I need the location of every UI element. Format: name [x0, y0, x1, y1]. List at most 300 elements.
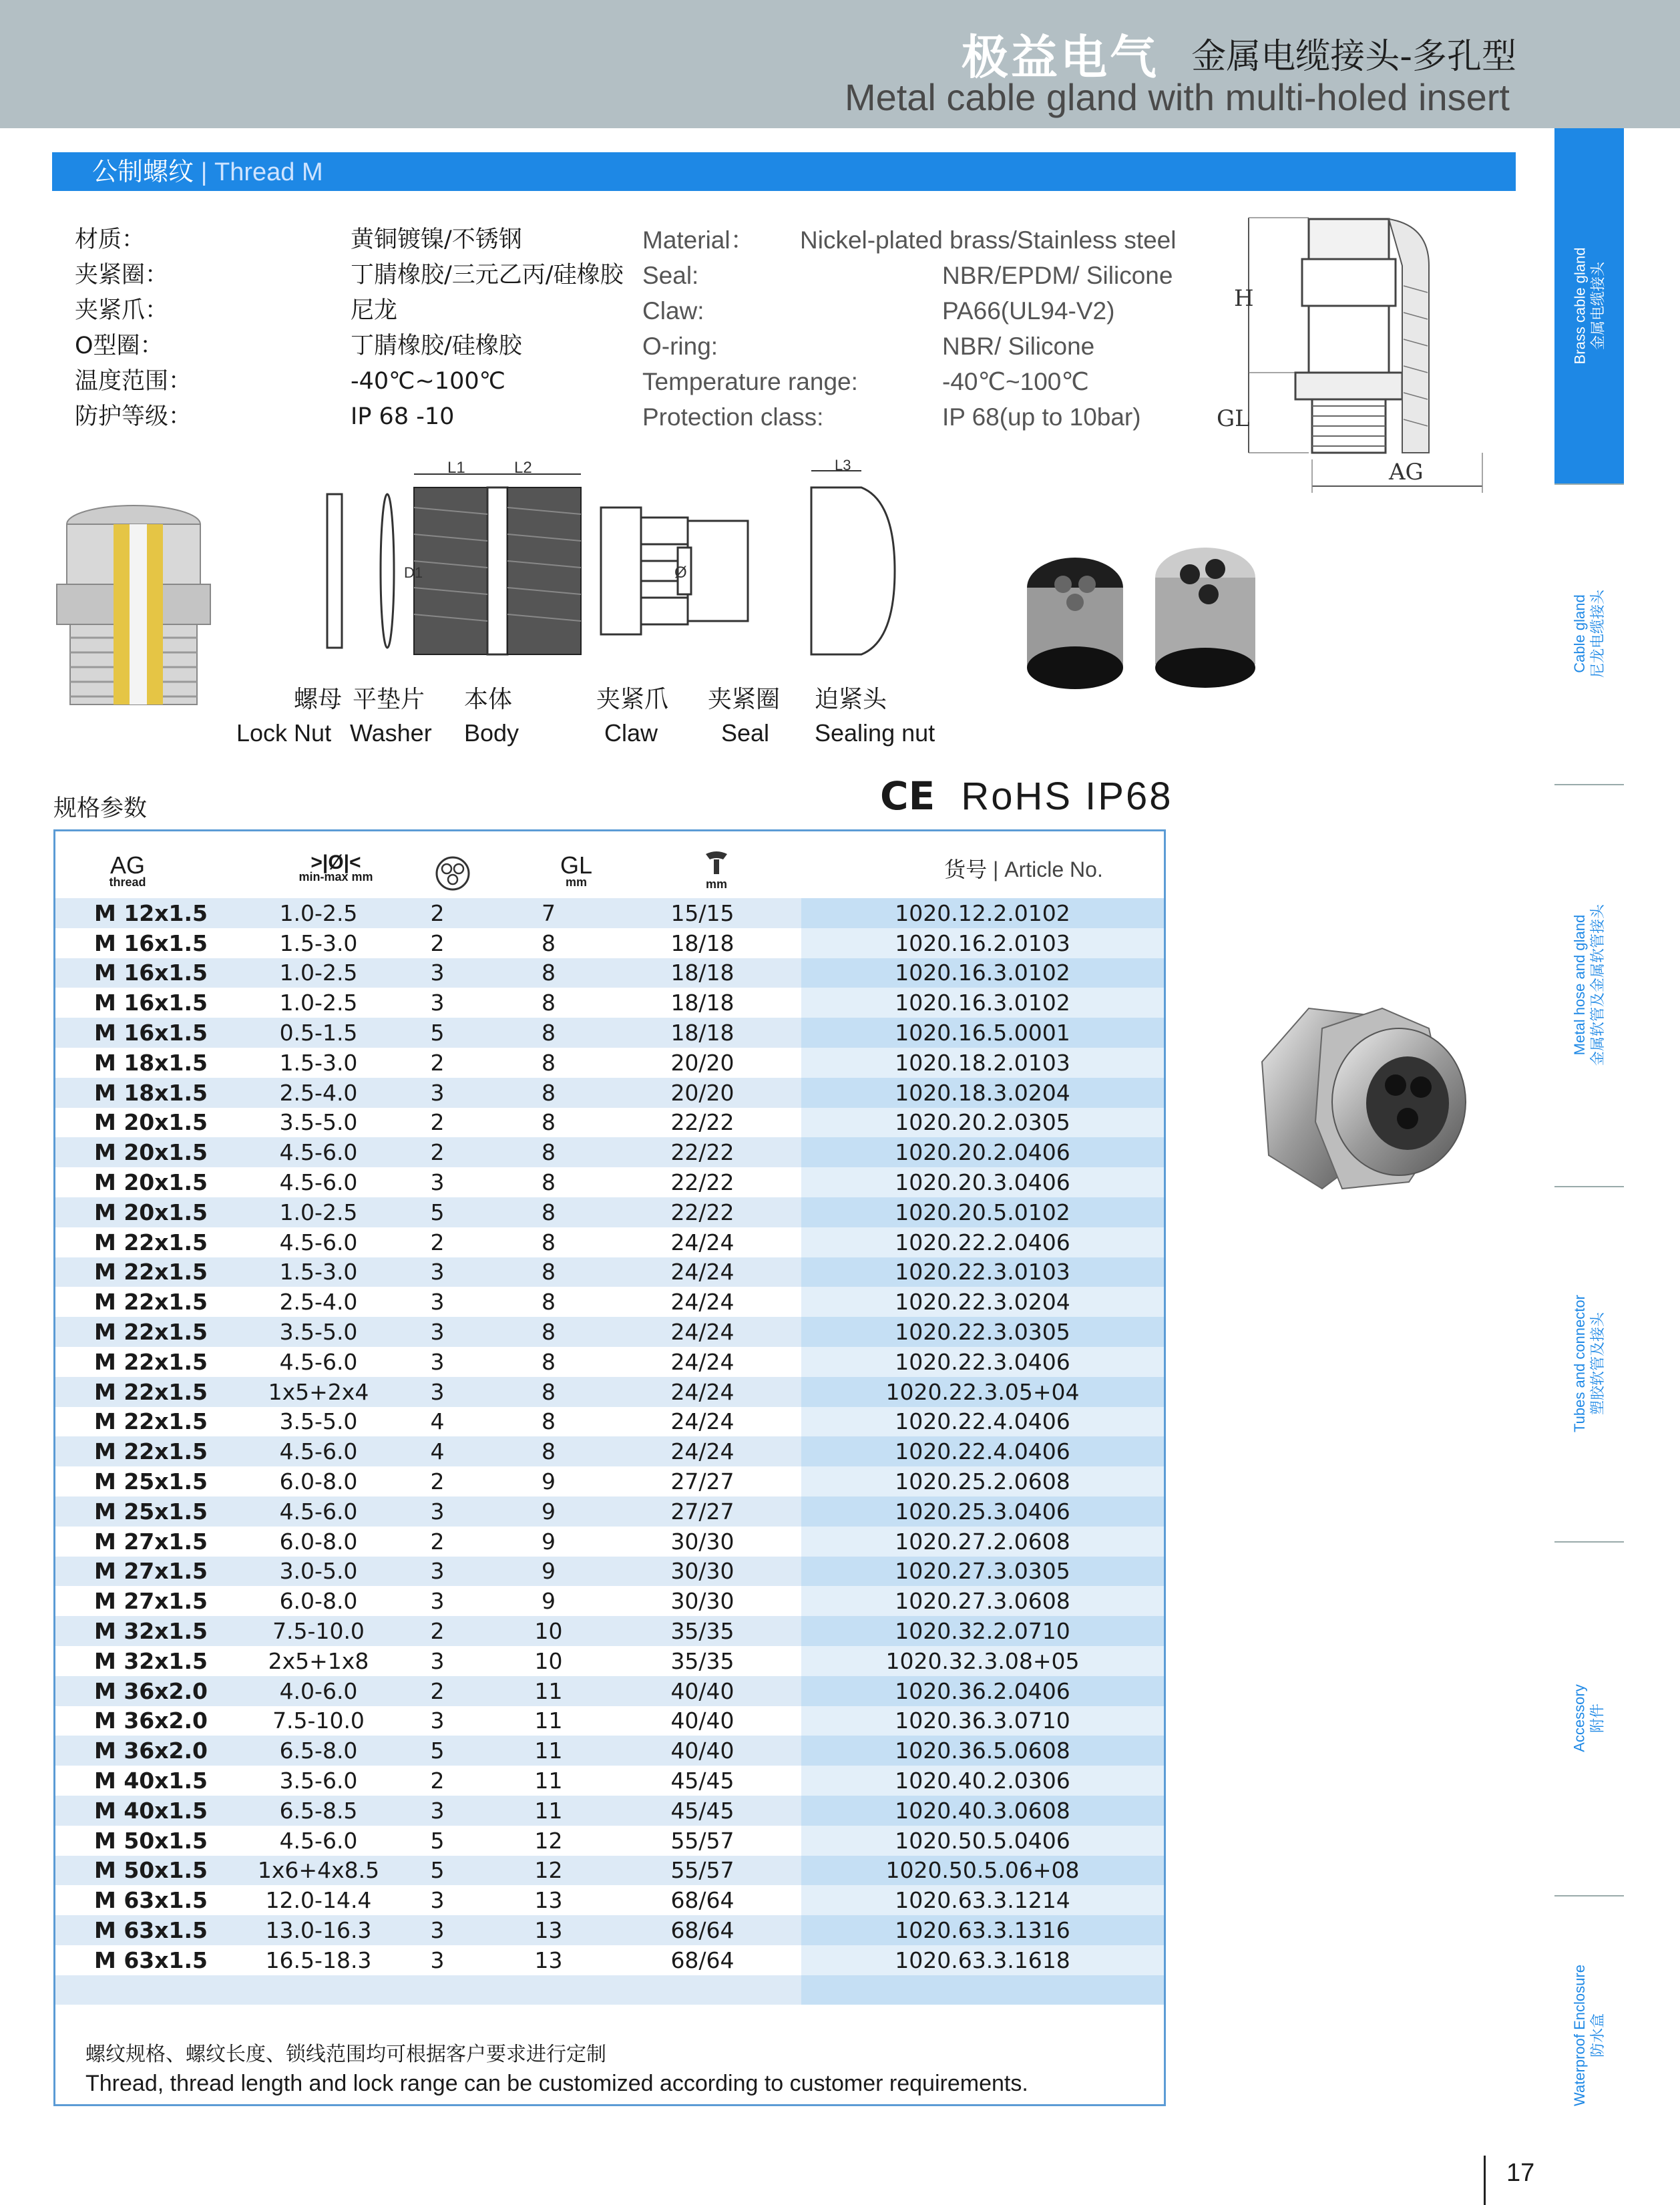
side-tab-cn: 金属软管及金属软管接头 — [1590, 904, 1607, 1066]
cell-thread: M 36x2.0 — [55, 1676, 256, 1706]
part-label-cn: 夹紧圈 — [708, 686, 781, 713]
cell-gl: 8 — [493, 1048, 604, 1078]
table-row — [55, 1227, 1164, 1257]
cell-gl: 12 — [493, 1856, 604, 1886]
cell-spanner: 24/24 — [604, 1227, 801, 1257]
cell-article: 1020.32.2.0710 — [801, 1616, 1164, 1646]
cell-gl: 8 — [493, 1407, 604, 1437]
cell-range: 3.5-5.0 — [256, 1407, 381, 1437]
spec-value: Nickel-plated brass/Stainless steel — [800, 226, 1177, 254]
cell-gl: 8 — [493, 1257, 604, 1287]
cell-holes: 3 — [381, 1317, 493, 1347]
dim-dia-label: Ø — [674, 564, 687, 582]
cell-spanner: 18/18 — [604, 1018, 801, 1048]
side-tab-cable-gland[interactable] — [1554, 483, 1624, 784]
cell-holes: 3 — [381, 1167, 493, 1197]
spec-label: O-ring: — [642, 333, 718, 360]
header-range-sub: min-max mm — [298, 870, 373, 883]
cell-thread: M 50x1.5 — [55, 1826, 256, 1856]
cell-spanner: 45/45 — [604, 1796, 801, 1826]
table-row — [55, 1466, 1164, 1496]
cell-thread: M 36x2.0 — [55, 1736, 256, 1766]
spanner-icon — [702, 850, 731, 875]
cell-spanner: 24/24 — [604, 1377, 801, 1407]
cell-holes: 3 — [381, 1287, 493, 1317]
cell-range: 3.5-5.0 — [256, 1108, 381, 1138]
cell-range: 1x6+4x8.5 — [256, 1856, 381, 1886]
cell-spanner: 30/30 — [604, 1527, 801, 1557]
part-label-cn: 平垫片 — [353, 686, 425, 713]
spec-label: 材质： — [75, 226, 146, 253]
cell-spanner: 18/18 — [604, 958, 801, 988]
cell-spanner — [604, 1975, 801, 2005]
cell-range: 12.0-14.4 — [256, 1885, 381, 1915]
cell-thread: M 40x1.5 — [55, 1766, 256, 1796]
cell-range: 1.0-2.5 — [256, 958, 381, 988]
spec-value: -40℃~100℃ — [351, 368, 505, 395]
cell-range: 6.0-8.0 — [256, 1586, 381, 1616]
cell-spanner: 24/24 — [604, 1407, 801, 1437]
cell-thread: M 63x1.5 — [55, 1945, 256, 1975]
cell-gl: 11 — [493, 1706, 604, 1736]
rohs-mark: RoHS — [961, 775, 1073, 818]
side-tab-cn: 防水盒 — [1590, 2013, 1607, 2058]
part-label-cn: 螺母 — [294, 686, 343, 713]
cell-gl: 11 — [493, 1676, 604, 1706]
spec-label: Temperature range: — [642, 368, 858, 395]
cell-range: 6.5-8.5 — [256, 1796, 381, 1826]
spec-label: 夹紧圈： — [75, 262, 169, 288]
spec-value: -40℃~100℃ — [942, 368, 1089, 395]
cell-range: 0.5-1.5 — [256, 1018, 381, 1048]
cell-thread: M 63x1.5 — [55, 1885, 256, 1915]
side-tab-brass-cable-gland[interactable] — [1554, 128, 1624, 483]
cell-gl: 8 — [493, 1018, 604, 1048]
cell-gl: 8 — [493, 1167, 604, 1197]
dim-h-label: H — [1234, 285, 1254, 312]
table-row — [55, 1586, 1164, 1616]
cell-thread: M 20x1.5 — [55, 1108, 256, 1138]
cell-range: 3.5-6.0 — [256, 1766, 381, 1796]
side-tab-cn: 尼龙电缆接头 — [1590, 589, 1607, 678]
multi-hole-seal-image — [1015, 548, 1269, 701]
cell-spanner: 15/15 — [604, 898, 801, 928]
part-label-seal — [708, 683, 780, 717]
cell-article: 1020.18.2.0103 — [801, 1048, 1164, 1078]
cell-article: 1020.22.4.0406 — [801, 1436, 1164, 1466]
cell-thread: M 12x1.5 — [55, 898, 256, 928]
spec-values-cn — [351, 222, 624, 435]
cell-range: 2.5-4.0 — [256, 1287, 381, 1317]
cell-holes: 3 — [381, 1347, 493, 1377]
header-range-label: >|Ø|< — [310, 851, 361, 873]
cell-range: 2x5+1x8 — [256, 1646, 381, 1676]
params-title: 规格参数 — [53, 795, 148, 822]
part-label-claw — [596, 683, 668, 717]
cell-article: 1020.50.5.06+08 — [801, 1856, 1164, 1886]
cell-gl: 8 — [493, 1436, 604, 1466]
header-ag-sub: thread — [109, 875, 146, 889]
cell-spanner: 20/20 — [604, 1048, 801, 1078]
dim-l1-label: L1 — [447, 459, 465, 477]
cell-thread: M 22x1.5 — [55, 1436, 256, 1466]
part-label-cn: 迫紧头 — [815, 686, 887, 713]
part-label-cn: 夹紧爪 — [596, 686, 669, 713]
header-article-en: | Article No. — [993, 857, 1103, 881]
dimension-drawing — [1217, 212, 1496, 499]
spec-table — [53, 829, 1166, 2106]
cell-article: 1020.22.3.0406 — [801, 1347, 1164, 1377]
title-en: Metal cable gland with multi-holed insert — [844, 76, 1510, 118]
table-row — [55, 1048, 1164, 1078]
side-tab-cn: 附件 — [1589, 1703, 1607, 1734]
cell-article: 1020.27.3.0305 — [801, 1557, 1164, 1587]
cell-article: 1020.32.3.08+05 — [801, 1646, 1164, 1676]
header-spanner-sub: mm — [705, 877, 727, 891]
cell-holes: 2 — [381, 1616, 493, 1646]
cell-article: 1020.16.3.0102 — [801, 958, 1164, 988]
cell-gl: 11 — [493, 1796, 604, 1826]
table-row — [55, 1945, 1164, 1975]
header-article-cn: 货号 — [944, 857, 988, 882]
part-label-claw-en: Claw — [604, 719, 658, 747]
cell-gl: 8 — [493, 1108, 604, 1138]
cell-spanner: 55/57 — [604, 1856, 801, 1886]
table-row — [55, 1676, 1164, 1706]
cell-article: 1020.16.3.0102 — [801, 988, 1164, 1018]
cell-gl: 10 — [493, 1646, 604, 1676]
cell-thread: M 16x1.5 — [55, 958, 256, 988]
cell-gl: 8 — [493, 1347, 604, 1377]
cell-spanner: 18/18 — [604, 988, 801, 1018]
cell-article: 1020.22.3.0103 — [801, 1257, 1164, 1287]
cell-thread: M 18x1.5 — [55, 1048, 256, 1078]
cell-spanner: 30/30 — [604, 1557, 801, 1587]
cell-spanner: 30/30 — [604, 1586, 801, 1616]
cell-gl: 10 — [493, 1616, 604, 1646]
cell-range: 13.0-16.3 — [256, 1915, 381, 1945]
cell-holes: 2 — [381, 928, 493, 958]
exploded-parts-drawing — [314, 457, 928, 668]
spec-label: 夹紧爪： — [75, 297, 169, 324]
side-tab-en: Metal hose and gland — [1571, 914, 1589, 1056]
cell-article: 1020.20.3.0406 — [801, 1167, 1164, 1197]
spec-value: NBR/EPDM/ Silicone — [942, 262, 1173, 289]
spec-value: PA66(UL94-V2) — [942, 297, 1115, 325]
cell-thread: M 22x1.5 — [55, 1287, 256, 1317]
cell-spanner: 27/27 — [604, 1466, 801, 1496]
cell-range — [256, 1975, 381, 2005]
table-row — [55, 1856, 1164, 1886]
cell-range: 1.5-3.0 — [256, 1048, 381, 1078]
spec-value: IP 68 -10 — [351, 403, 455, 430]
table-row — [55, 1137, 1164, 1167]
cell-thread: M 22x1.5 — [55, 1347, 256, 1377]
cell-spanner: 45/45 — [604, 1766, 801, 1796]
table-row — [55, 1975, 1164, 2005]
cell-range: 1.0-2.5 — [256, 988, 381, 1018]
table-header — [55, 831, 1164, 898]
side-tab-cn: 塑胶软管及接头 — [1590, 1312, 1607, 1416]
cell-spanner: 22/22 — [604, 1167, 801, 1197]
cell-gl: 11 — [493, 1766, 604, 1796]
cell-thread: M 22x1.5 — [55, 1407, 256, 1437]
cell-article: 1020.36.3.0710 — [801, 1706, 1164, 1736]
cell-gl: 7 — [493, 898, 604, 928]
side-tab-en: Waterproof Enclosure — [1571, 1965, 1589, 2106]
part-label-sealing-nut — [815, 683, 887, 717]
cell-holes: 3 — [381, 1496, 493, 1527]
cell-gl: 8 — [493, 928, 604, 958]
header-spanner — [696, 850, 737, 891]
cell-spanner: 22/22 — [604, 1197, 801, 1227]
cell-thread: M 22x1.5 — [55, 1257, 256, 1287]
cell-spanner: 20/20 — [604, 1078, 801, 1108]
spec-labels-cn — [75, 222, 192, 435]
cell-article: 1020.36.5.0608 — [801, 1736, 1164, 1766]
cell-spanner: 22/22 — [604, 1137, 801, 1167]
cell-holes: 3 — [381, 1945, 493, 1975]
table-row — [55, 1885, 1164, 1915]
cell-article: 1020.63.3.1316 — [801, 1915, 1164, 1945]
spec-value: 尼龙 — [351, 297, 398, 324]
cell-gl: 8 — [493, 1317, 604, 1347]
table-row — [55, 1796, 1164, 1826]
cutaway-gland-image — [47, 497, 227, 718]
cell-thread: M 18x1.5 — [55, 1078, 256, 1108]
part-label-cn: 本体 — [464, 686, 513, 713]
cell-holes: 2 — [381, 1766, 493, 1796]
spec-value: 丁腈橡胶/三元乙丙/硅橡胶 — [351, 262, 624, 288]
cell-thread: M 50x1.5 — [55, 1856, 256, 1886]
table-row — [55, 1167, 1164, 1197]
cell-gl: 11 — [493, 1736, 604, 1766]
cell-holes: 3 — [381, 1915, 493, 1945]
cell-gl: 9 — [493, 1527, 604, 1557]
cell-gl — [493, 1975, 604, 2005]
cell-range: 6.0-8.0 — [256, 1466, 381, 1496]
title-cn: 金属电缆接头-多孔型 — [1191, 37, 1516, 77]
header-article — [937, 853, 1110, 883]
cell-article: 1020.20.2.0406 — [801, 1137, 1164, 1167]
holes-icon — [435, 855, 471, 891]
cell-range: 4.5-6.0 — [256, 1436, 381, 1466]
certifications — [880, 773, 1173, 819]
table-row — [55, 1826, 1164, 1856]
side-tab-en: Tubes and connector — [1571, 1295, 1588, 1432]
section-title-cn: 公制螺纹 — [92, 157, 194, 186]
cell-gl: 9 — [493, 1557, 604, 1587]
cell-article: 1020.18.3.0204 — [801, 1078, 1164, 1108]
cell-spanner: 40/40 — [604, 1706, 801, 1736]
cell-range: 6.0-8.0 — [256, 1527, 381, 1557]
cell-gl: 9 — [493, 1496, 604, 1527]
table-row — [55, 1108, 1164, 1138]
spec-value: 丁腈橡胶/硅橡胶 — [351, 333, 522, 359]
table-row — [55, 1496, 1164, 1527]
dim-d1-label: D1 — [404, 564, 423, 581]
cell-holes: 5 — [381, 1826, 493, 1856]
table-row — [55, 1766, 1164, 1796]
spec-label: Claw: — [642, 297, 704, 325]
cell-thread: M 25x1.5 — [55, 1466, 256, 1496]
cell-holes: 3 — [381, 988, 493, 1018]
header-ag-label: AG — [110, 851, 145, 879]
cell-gl: 8 — [493, 1078, 604, 1108]
cell-spanner: 18/18 — [604, 928, 801, 958]
table-row — [55, 1317, 1164, 1347]
side-tab-en: Cable gland — [1571, 594, 1589, 673]
cell-holes — [381, 1975, 493, 2005]
page-number: 17 — [1506, 2159, 1535, 2187]
table-row — [55, 988, 1164, 1018]
dim-gl-label: GL — [1217, 405, 1250, 432]
cell-holes: 5 — [381, 1018, 493, 1048]
header-range — [269, 851, 403, 884]
dim-ag-label: AG — [1389, 459, 1424, 485]
cell-holes: 3 — [381, 1646, 493, 1676]
cell-holes: 4 — [381, 1407, 493, 1437]
table-row — [55, 898, 1164, 928]
cell-holes: 2 — [381, 1048, 493, 1078]
cell-range: 4.5-6.0 — [256, 1496, 381, 1527]
cell-thread: M 27x1.5 — [55, 1557, 256, 1587]
cell-article: 1020.16.5.0001 — [801, 1018, 1164, 1048]
spec-label: 温度范围： — [75, 368, 192, 395]
cell-gl: 13 — [493, 1885, 604, 1915]
cell-spanner: 68/64 — [604, 1945, 801, 1975]
cell-gl: 12 — [493, 1826, 604, 1856]
table-row — [55, 1407, 1164, 1437]
cell-range: 4.5-6.0 — [256, 1227, 381, 1257]
cell-range: 1.5-3.0 — [256, 1257, 381, 1287]
cell-thread: M 32x1.5 — [55, 1646, 256, 1676]
cell-spanner: 24/24 — [604, 1436, 801, 1466]
cell-spanner: 35/35 — [604, 1616, 801, 1646]
side-tab-tubes-connector[interactable] — [1554, 1186, 1624, 1541]
dim-l2-label: L2 — [514, 459, 532, 477]
cell-article: 1020.27.2.0608 — [801, 1527, 1164, 1557]
cell-spanner: 24/24 — [604, 1347, 801, 1377]
cell-article: 1020.20.2.0305 — [801, 1108, 1164, 1138]
spec-table-body — [55, 898, 1164, 2005]
cell-holes: 5 — [381, 1197, 493, 1227]
cell-spanner: 24/24 — [604, 1257, 801, 1287]
side-tab-en: Accessory — [1570, 1684, 1588, 1752]
table-row — [55, 1347, 1164, 1377]
cell-article: 1020.16.2.0103 — [801, 928, 1164, 958]
spec-label: Seal: — [642, 262, 699, 289]
cell-thread: M 32x1.5 — [55, 1616, 256, 1646]
cell-thread: M 27x1.5 — [55, 1586, 256, 1616]
header-ag — [94, 851, 161, 889]
spec-label: Protection class: — [642, 403, 824, 431]
cell-holes: 2 — [381, 1137, 493, 1167]
cell-gl: 9 — [493, 1466, 604, 1496]
cell-spanner: 27/27 — [604, 1496, 801, 1527]
cell-thread: M 16x1.5 — [55, 988, 256, 1018]
header-gl — [536, 851, 616, 889]
cell-holes: 5 — [381, 1856, 493, 1886]
cell-holes: 3 — [381, 1706, 493, 1736]
cell-spanner: 55/57 — [604, 1826, 801, 1856]
brand-name: 极益电气 — [962, 30, 1159, 85]
cell-spanner: 24/24 — [604, 1287, 801, 1317]
cell-thread: M 16x1.5 — [55, 928, 256, 958]
spec-label: Material： — [642, 226, 755, 254]
cell-thread: M 16x1.5 — [55, 1018, 256, 1048]
table-row — [55, 1915, 1164, 1945]
cell-spanner: 35/35 — [604, 1646, 801, 1676]
part-label-washer-en: Washer — [350, 719, 432, 747]
table-row — [55, 1527, 1164, 1557]
cell-article: 1020.63.3.1214 — [801, 1885, 1164, 1915]
table-row — [55, 928, 1164, 958]
part-label-lock-nut — [294, 683, 342, 717]
cell-range: 1.0-2.5 — [256, 1197, 381, 1227]
cell-range: 7.5-10.0 — [256, 1616, 381, 1646]
table-row — [55, 1557, 1164, 1587]
cell-article: 1020.50.5.0406 — [801, 1826, 1164, 1856]
cell-gl: 8 — [493, 1137, 604, 1167]
note-en: Thread, thread length and lock range can be customized according to customer requirements. — [85, 2071, 1028, 2096]
cell-gl: 13 — [493, 1915, 604, 1945]
part-label-seal-en: Seal — [721, 719, 770, 747]
table-row — [55, 1706, 1164, 1736]
part-label-body — [464, 683, 512, 717]
spec-value: NBR/ Silicone — [942, 333, 1095, 360]
cell-gl: 8 — [493, 958, 604, 988]
spec-label: O型圈： — [75, 333, 164, 359]
table-row — [55, 958, 1164, 988]
cell-gl: 8 — [493, 1287, 604, 1317]
cell-range: 4.5-6.0 — [256, 1347, 381, 1377]
side-tab-accessory[interactable] — [1554, 1541, 1624, 1895]
cell-holes: 2 — [381, 1676, 493, 1706]
cell-range: 3.0-5.0 — [256, 1557, 381, 1587]
table-row — [55, 1736, 1164, 1766]
cell-gl: 8 — [493, 988, 604, 1018]
cell-article: 1020.25.3.0406 — [801, 1496, 1164, 1527]
side-tab-metal-hose[interactable] — [1554, 784, 1624, 1186]
product-photo — [1249, 988, 1489, 1215]
table-row — [55, 1287, 1164, 1317]
cell-article: 1020.20.5.0102 — [801, 1197, 1164, 1227]
side-tab-en: Brass cable gland — [1571, 247, 1589, 365]
cell-holes: 2 — [381, 1527, 493, 1557]
cell-spanner: 40/40 — [604, 1736, 801, 1766]
cell-article — [801, 1975, 1164, 2005]
part-label-washer — [353, 683, 425, 717]
page-number-divider — [1484, 2156, 1486, 2205]
cell-thread: M 20x1.5 — [55, 1137, 256, 1167]
cell-gl: 13 — [493, 1945, 604, 1975]
cell-spanner: 68/64 — [604, 1915, 801, 1945]
cell-range: 6.5-8.0 — [256, 1736, 381, 1766]
cell-article: 1020.40.2.0306 — [801, 1766, 1164, 1796]
section-bar — [52, 152, 1516, 191]
spec-value: IP 68(up to 10bar) — [942, 403, 1141, 431]
cell-holes: 3 — [381, 1557, 493, 1587]
cell-article: 1020.63.3.1618 — [801, 1945, 1164, 1975]
cell-thread: M 27x1.5 — [55, 1527, 256, 1557]
cell-article: 1020.27.3.0608 — [801, 1586, 1164, 1616]
cell-range: 4.5-6.0 — [256, 1826, 381, 1856]
table-row — [55, 1078, 1164, 1108]
side-tab-waterproof-enclosure[interactable] — [1554, 1895, 1624, 2176]
cell-article: 1020.22.4.0406 — [801, 1407, 1164, 1437]
cell-thread: M 25x1.5 — [55, 1496, 256, 1527]
